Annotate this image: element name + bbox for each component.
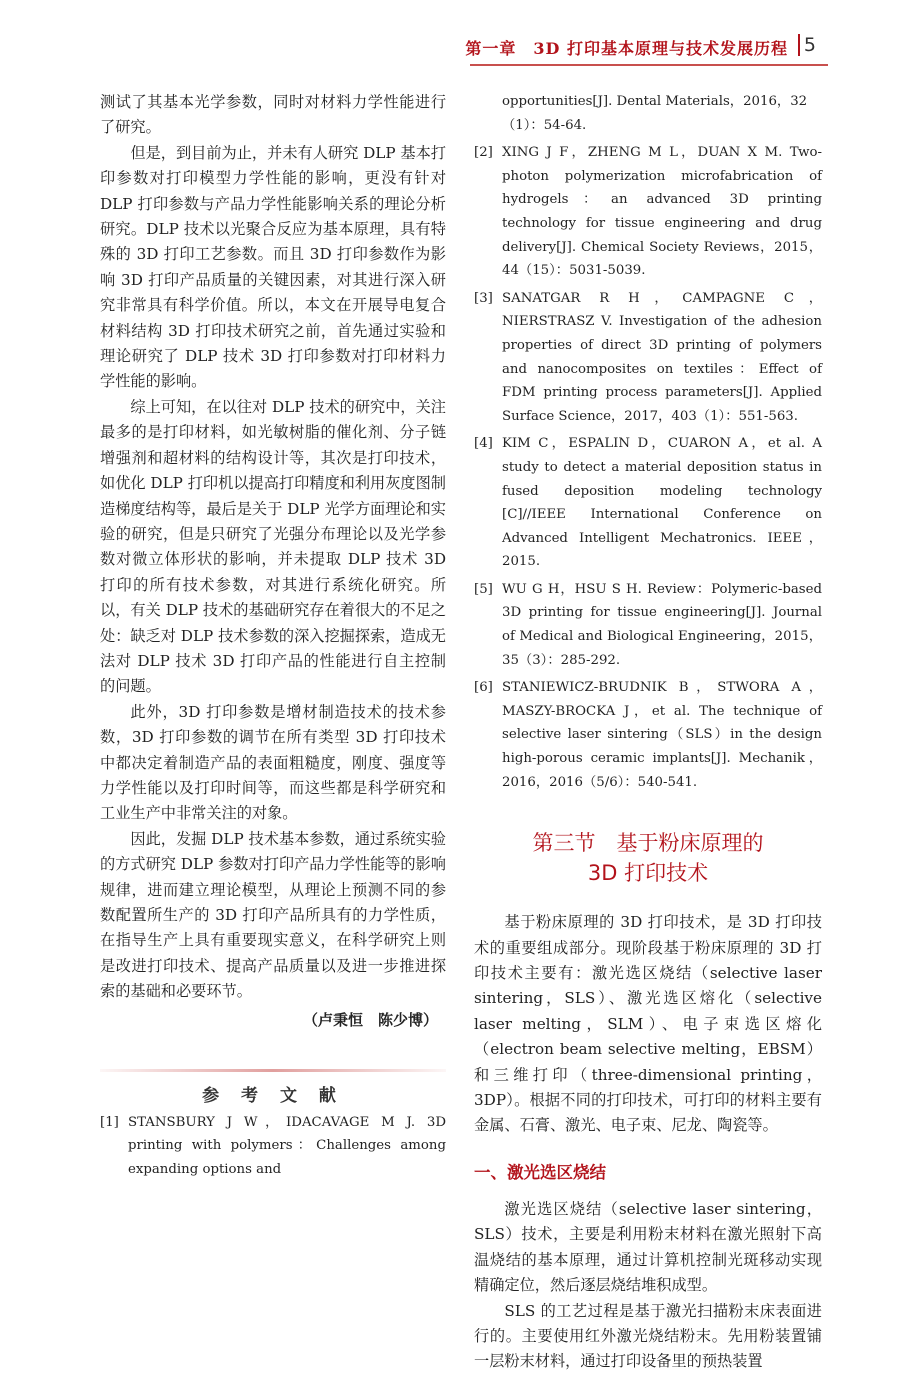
right-column xyxy=(474,90,822,1375)
references-divider xyxy=(100,1069,446,1072)
subsection-title: 一、激光选区烧结 xyxy=(474,1162,606,1182)
left-column xyxy=(100,90,446,1185)
reference-item xyxy=(474,432,822,574)
reference-number: [6] xyxy=(474,680,493,696)
body-paragraph: SLS 的工艺过程是基于激光扫描粉末床表面进行的。主要使用红外激光烧结粉末。先用粉装置铺一层粉末材料，通过打印设备里的预热装置 xyxy=(474,1301,822,1371)
reference-text: WU G H，HSU S H. Review：Polymeric-based 3D printing for tissue engineering[J]. Journal of Medical and Biological Engineering，2015，35（3）：285-292. xyxy=(502,581,822,668)
body-paragraph: 激光选区烧结（selective laser sintering，SLS）技术，主要是利用粉末材料在激光照射下高温烧结的基本原理，通过计算机控制光斑移动实现精确定位，然后逐层烧结堆积成型。 xyxy=(474,1199,822,1295)
reference-text: KIM C，ESPALIN D，CUARON A，et al. A study to detect a material deposition status in fused deposition modeling technology [C]//IEEE International Conference on Advanced Intelligent Mechatronics. IEEE，2015. xyxy=(502,436,822,570)
page-header xyxy=(0,30,900,70)
reference-item xyxy=(100,1111,446,1182)
reference-number: [2] xyxy=(474,145,493,161)
reference-number: [5] xyxy=(474,581,493,597)
references-title: 参 考 文 献 xyxy=(202,1085,344,1106)
reference-item xyxy=(474,141,822,283)
header-separator xyxy=(798,34,800,56)
reference-item xyxy=(474,578,822,672)
chapter-title: 第一章 3D 打印基本原理与技术发展历程 xyxy=(465,39,788,58)
body-paragraph: 测试了其基本光学参数，同时对材料力学性能进行了研究。 xyxy=(100,93,446,137)
reference-item xyxy=(474,676,822,794)
section-title-line: 第三节 基于粉床原理的 xyxy=(532,831,764,856)
reference-number: [1] xyxy=(100,1114,119,1130)
references-heading-block xyxy=(100,1047,446,1111)
section-title-line: 3D 打印技术 xyxy=(587,861,709,886)
reference-continuation: opportunities[J]. Dental Materials，2016，32（1）：54-64. xyxy=(502,94,808,133)
reference-number: [4] xyxy=(474,436,493,452)
reference-item xyxy=(474,287,822,429)
author-signature: （卢秉恒 陈少博） xyxy=(302,1010,438,1029)
body-paragraph: 但是，到目前为止，并未有人研究 DLP 基本打印参数对打印模型力学性能的影响，更没有针对 DLP 打印参数与产品力学性能影响关系的理论分析研究。DLP 技术以光聚合反应为基本原理，具有特殊的 3D 打印工艺参数。而且 3D 打印参数作为影响 3D 打印产品质量的关键因素，对其进行深入研究非常具有科学价值。所以，本文在开展导电复合材料结构 3D 打印技术研究之前，首先通过实验和理论研究了 DLP 技术 3D 打印参数对打印材料力学性能的影响。 xyxy=(100,143,446,391)
reference-number: [3] xyxy=(474,290,493,306)
body-paragraph: 综上可知，在以往对 DLP 技术的研究中，关注最多的是打印材料，如光敏树脂的催化剂、分子链增强剂和超材料的结构设计等，其次是打印技术，如优化 DLP 打印机以提高打印精度和利用灰度图制造梯度结构等，最后是关于 DLP 光学方面理论和实验的研究，但是只研究了光强分布理论以及光学参数对微立体形状的影响，并未提取 DLP 技术 3D 打印的所有技术参数，对其进行系统化研究。所以，有关 DLP 技术的基础研究存在着很大的不足之处：缺乏对 DLP 技术参数的深入挖掘探索，造成无法对 DLP 技术 3D 打印产品的性能进行自主控制的问题。 xyxy=(100,397,446,696)
header-rule xyxy=(470,64,828,66)
body-paragraph: 因此，发掘 DLP 技术基本参数，通过系统实验的方式研究 DLP 参数对打印产品力学性能等的影响规律，进而建立理论模型，从理论上预测不同的参数配置所生产的 3D 打印产品所具有的力学性质，在指导生产上具有重要现实意义，在科学研究上则是改进打印技术、提高产品质量以及进一步推进探索的基础和必要环节。 xyxy=(100,829,446,1001)
body-paragraph: 基于粉床原理的 3D 打印技术，是 3D 打印技术的重要组成部分。现阶段基于粉床原理的 3D 打印技术主要有：激光选区烧结（selective laser sintering，SLS）、激光选区熔化（selective laser melting，SLM）、电子束选区熔化（electron beam selective melting，EBSM）和三维打印（three-dimensional printing，3DP）。根据不同的打印技术，可打印的材料主要有金属、石膏、激光、电子束、尼龙、陶瓷等。 xyxy=(474,913,822,1135)
reference-text: XING J F，ZHENG M L，DUAN X M. Two-photon polymerization microfabrication of hydrogels：an advanced 3D printing technology for tissue engineering and drug delivery[J]. Chemical Society Reviews，2015，44（15）：5031-5039. xyxy=(502,145,822,279)
reference-text: SANATGAR R H，CAMPAGNE C，NIERSTRASZ V. Investigation of the adhesion properties of direct 3D printing of polymers and nanocomposites on textiles：Effect of FDM printing process parameters[J]. Applied Surface Science，2017，403（1）：551-563. xyxy=(502,290,822,424)
reference-text: STANIEWICZ-BRUDNIK B，STWORA A，MASZY-BROCKA J，et al. The technique of selective laser sintering（SLS）in the design high-porous ceramic implants[J]. Mechanik，2016，2016（5/6）：540-541. xyxy=(502,680,822,790)
body-paragraph: 此外，3D 打印参数是增材制造技术的技术参数，3D 打印参数的调节在所有类型 3D 打印技术中都决定着制造产品的表面粗糙度，刚度、强度等力学性能以及打印时间等，而这些都是科学研究和工业生产中非常关注的对象。 xyxy=(100,702,446,823)
reference-text: STANSBURY J W，IDACAVAGE M J. 3D printing with polymers：Challenges among expanding options and xyxy=(128,1114,446,1177)
section-title xyxy=(474,828,822,888)
page-number: 5 xyxy=(803,34,816,56)
